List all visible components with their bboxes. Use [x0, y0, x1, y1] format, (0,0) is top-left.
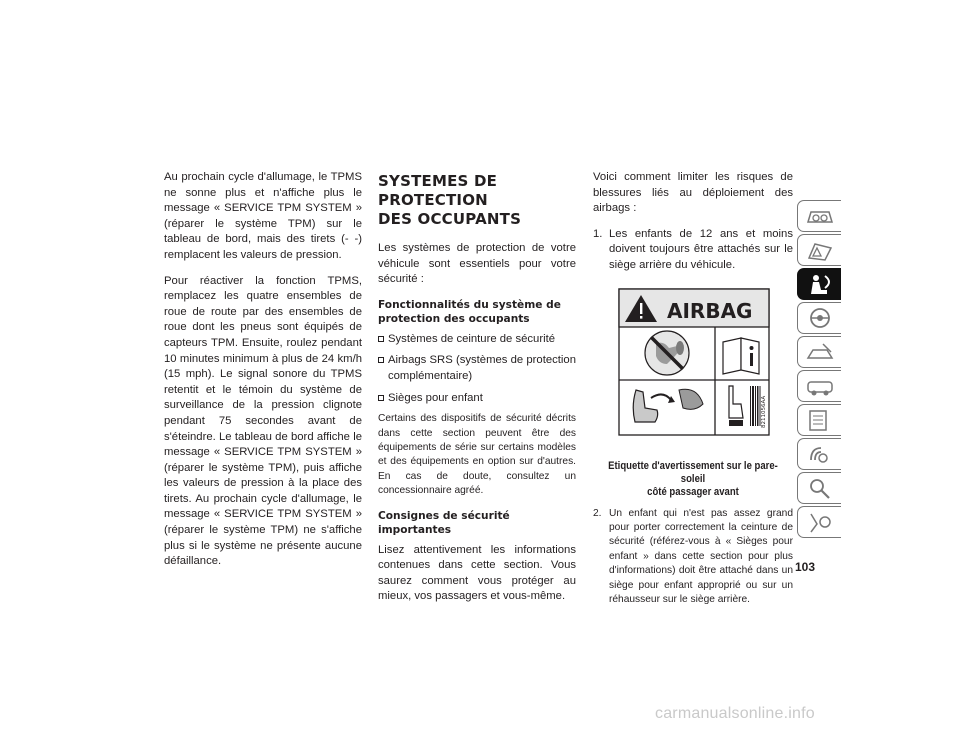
- dashboard-icon: [805, 204, 835, 228]
- search-index-icon: [805, 476, 835, 500]
- warning-lights-icon: [805, 238, 835, 262]
- figure-caption-line1: Etiquette d'avertissement sur le pare-soleil: [608, 459, 778, 485]
- list-number: 2.: [593, 507, 602, 519]
- list-item-text: Un enfant qui n'est pas assez grand pour porter correctement la ceinture de sécurité (référez-vous à « Sièges pour enfant » dans cette section pour plus d'informations) doit être attaché dans un siège pour enfant approprié ou sur un réhausseur sur le siège arrière.: [609, 507, 793, 605]
- subheading-safety: Consignes de sécurité importantes: [378, 509, 510, 536]
- numbered-list: [593, 227, 793, 274]
- airbag-seat-icon: [805, 272, 835, 296]
- column-middle: [378, 170, 576, 615]
- chapter-tab-safety[interactable]: [797, 268, 841, 300]
- label-airbag-word: AIRBAG: [667, 298, 753, 323]
- list-item: [378, 391, 576, 407]
- airbag-warning-label-illustration: [611, 286, 771, 456]
- paragraph-tpms-reactivate: Pour réactiver la fonction TPMS, remplacez les quatre ensembles de roue de route par des ensembles de roue dont les pneus sont équipés de capteurs TPM. Ensuite, roulez pendant 10 minutes minimum à plus de 24 km/h (15 mph). Le signal sonore du TPMS retentit et le témoin du système de surveillance de la pression clignote pendant 75 secondes avant de s'éteindre. Le tableau de bord affiche le message « SERVICE TPM SYSTEM » (réparer le système TPM), puis affiche les valeurs de pression à la place des tirets. Au prochain cycle d'allumage, le message « SERVICE TPM SYSTEM » (réparer le système TPM) ne s'affiche plus si le système ne présente aucune défaillance.: [164, 274, 362, 568]
- airbag-warning-label-figure: [611, 286, 771, 456]
- checkbox-bullet-icon: [378, 357, 384, 363]
- chapter-tab-driving[interactable]: [797, 336, 841, 368]
- list-item: [378, 353, 576, 384]
- list-item: [593, 507, 793, 608]
- numbered-list-continued: [593, 507, 793, 608]
- features-list: [378, 332, 576, 406]
- read-manual-icon: [723, 338, 759, 374]
- list-number: 1.: [593, 227, 603, 240]
- checkbox-bullet-icon: [378, 395, 384, 401]
- chapter-tab-index[interactable]: [797, 472, 841, 504]
- column-left: [164, 170, 362, 580]
- roadside-icon: [805, 374, 835, 398]
- column-right: [593, 170, 793, 611]
- paragraph-tpms-cycle: Au prochain cycle d'allumage, le TPMS ne sonne plus et n'affiche plus le message « SERVICE TPM SYSTEM » (réparer le système TPM) sur le tableau de bord, mais des tirets (- -) remplacent les valeurs de pression.: [164, 171, 362, 261]
- subheading-features: Fonctionnalités du système de protection des occupants: [378, 298, 561, 325]
- intro-paragraph: Les systèmes de protection de votre véhicule sont essentiels pour votre sécurité :: [378, 242, 576, 286]
- multimedia-icon: [805, 442, 835, 466]
- maintenance-icon: [805, 408, 835, 432]
- chapter-tab-multimedia[interactable]: [797, 438, 841, 470]
- chapter-tab-maintenance[interactable]: [797, 404, 841, 436]
- safety-paragraph: Lisez attentivement les informations contenues dans cette section. Vous saurez comment vous protéger au mieux, vos passagers et vous-même.: [378, 543, 576, 603]
- checkbox-bullet-icon: [378, 336, 384, 342]
- note-paragraph: Certains des dispositifs de sécurité décrits dans cette section peuvent être des équipements de série sur certains modèles et des équipements en option sur d'autres. En cas de doute, consultez un concessionnaire agréé.: [378, 413, 576, 497]
- figure-caption: [603, 460, 783, 499]
- chapter-tab-language[interactable]: [797, 506, 841, 538]
- driving-icon: [805, 340, 835, 364]
- section-title: [378, 172, 576, 229]
- chapter-tab-starting[interactable]: [797, 302, 841, 334]
- figure-caption-line2: côté passager avant: [647, 485, 739, 498]
- chapter-tab-dashboard[interactable]: [797, 200, 841, 232]
- chapter-tab-warning-lights[interactable]: [797, 234, 841, 266]
- list-item: [593, 227, 793, 274]
- list-item: [378, 332, 576, 348]
- section-title-line2: DES OCCUPANTS: [378, 210, 522, 228]
- list-item-text: Les enfants de 12 ans et moins doivent toujours être attachés sur le siège arrière du véhicule.: [609, 227, 793, 271]
- chapter-tab-roadside[interactable]: [797, 370, 841, 402]
- label-code-text: 8211056AA: [761, 395, 767, 428]
- language-icon: [805, 510, 835, 534]
- list-item-text: Airbags SRS (systèmes de protection complémentaire): [388, 354, 576, 382]
- watermark-text: carmanualsonline.info: [655, 705, 815, 722]
- intro-paragraph-right: Voici comment limiter les risques de blessures liés au déploiement des airbags :: [593, 171, 793, 215]
- no-child-seat-icon: [645, 331, 689, 375]
- section-title-line1: SYSTEMES DE PROTECTION: [378, 172, 498, 209]
- page-number: 103: [795, 560, 816, 574]
- list-item-text: Systèmes de ceinture de sécurité: [388, 332, 556, 345]
- list-item-text: Sièges pour enfant: [388, 391, 483, 404]
- steering-wheel-icon: [805, 306, 835, 330]
